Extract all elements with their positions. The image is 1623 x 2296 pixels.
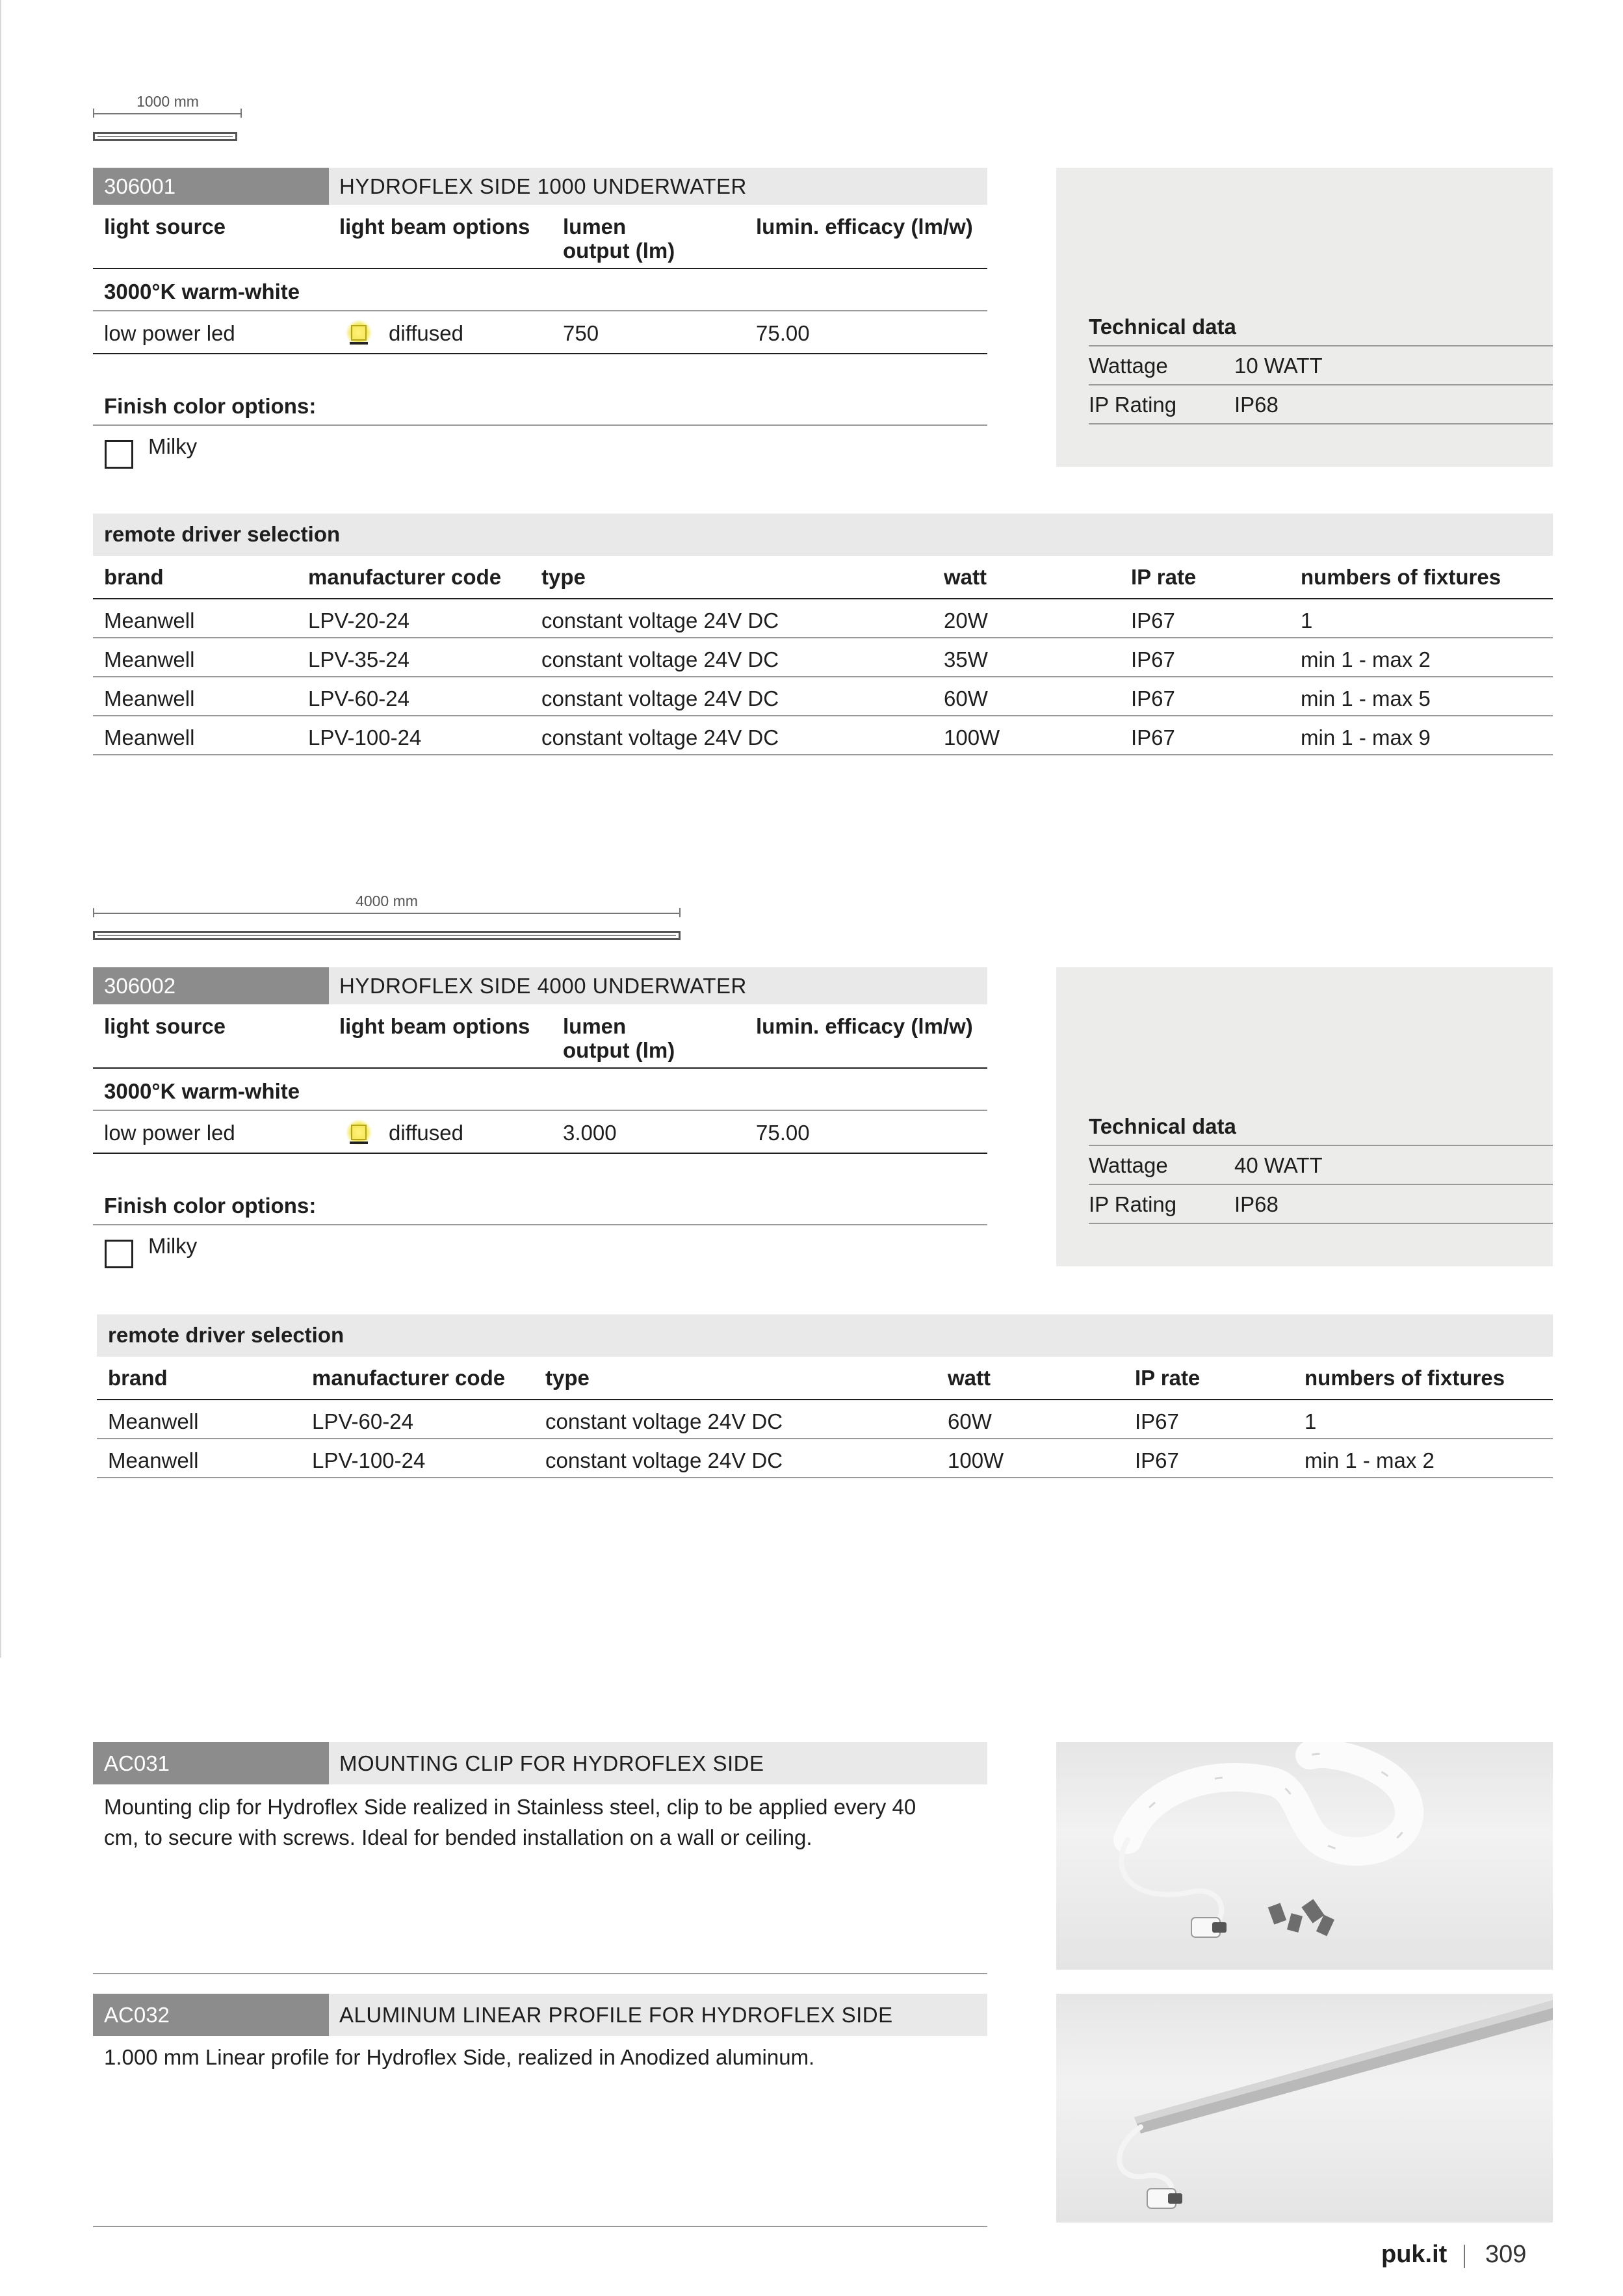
driver-watt: 60W xyxy=(944,686,988,711)
tech-wattage-label: Wattage xyxy=(1089,1153,1168,1177)
driver-fixtures: 1 xyxy=(1301,608,1313,633)
driver-col-type: type xyxy=(541,565,586,589)
driver-type: constant voltage 24V DC xyxy=(541,686,779,711)
divider xyxy=(93,1110,987,1111)
dimension-label: 1000 mm xyxy=(136,93,199,110)
driver-type: constant voltage 24V DC xyxy=(545,1409,783,1433)
finish-value: Milky xyxy=(148,1234,198,1258)
divider xyxy=(93,715,1553,716)
divider xyxy=(93,676,1553,677)
driver-type: constant voltage 24V DC xyxy=(541,608,779,633)
driver-brand: Meanwell xyxy=(104,608,195,633)
lumen-value: 750 xyxy=(563,321,599,345)
driver-ip: IP67 xyxy=(1131,725,1175,750)
product-title: HYDROFLEX SIDE 1000 UNDERWATER xyxy=(339,174,747,198)
accessory-description: 1.000 mm Linear profile for Hydroflex Side, realized in Anodized aluminum. xyxy=(104,2045,815,2069)
driver-ip: IP67 xyxy=(1131,608,1175,633)
driver-col-watt: watt xyxy=(948,1366,991,1390)
divider xyxy=(93,1224,987,1225)
driver-brand: Meanwell xyxy=(104,725,195,750)
tech-ip-value: IP68 xyxy=(1234,1192,1279,1216)
divider xyxy=(93,353,987,354)
hydroflex-strip-illustration xyxy=(1056,1742,1553,1970)
profile-drawing xyxy=(93,132,237,141)
divider xyxy=(93,268,987,269)
beam-value: diffused xyxy=(389,1121,463,1145)
finish-label: Finish color options: xyxy=(104,394,317,418)
divider xyxy=(97,1399,1553,1400)
col-lumen: lumen xyxy=(563,215,627,239)
driver-section-title: remote driver selection xyxy=(108,1323,344,1347)
divider xyxy=(1089,345,1553,346)
col-light-source: light source xyxy=(104,1014,226,1038)
tech-title: Technical data xyxy=(1089,1114,1236,1138)
color-temp-group: 3000°K warm-white xyxy=(104,1079,300,1103)
driver-ip: IP67 xyxy=(1135,1448,1179,1472)
divider xyxy=(1089,423,1553,424)
divider xyxy=(93,424,987,426)
diffused-beam-icon xyxy=(350,1123,368,1144)
tech-title: Technical data xyxy=(1089,315,1236,339)
divider xyxy=(93,637,1553,638)
col-efficacy: lumin. efficacy (lm/w) xyxy=(756,1014,973,1038)
divider xyxy=(97,1438,1553,1439)
divider xyxy=(93,1153,987,1154)
product-code: 306002 xyxy=(93,967,329,1004)
profile-drawing xyxy=(93,931,681,940)
divider xyxy=(1089,384,1553,385)
driver-fixtures: min 1 - max 2 xyxy=(1301,647,1431,672)
tech-wattage-value: 40 WATT xyxy=(1234,1153,1323,1177)
driver-brand: Meanwell xyxy=(104,647,195,672)
driver-col-ip: IP rate xyxy=(1131,565,1197,589)
col-lumen: lumen xyxy=(563,1014,627,1038)
divider xyxy=(97,1477,1553,1478)
driver-col-type: type xyxy=(545,1366,590,1390)
driver-code: LPV-100-24 xyxy=(312,1448,426,1472)
finish-swatch-milky[interactable] xyxy=(105,1240,133,1268)
driver-watt: 100W xyxy=(944,725,1000,750)
driver-fixtures: 1 xyxy=(1305,1409,1317,1433)
accessory-code: AC031 xyxy=(93,1742,329,1784)
driver-code: LPV-100-24 xyxy=(308,725,422,750)
accessory-title: MOUNTING CLIP FOR HYDROFLEX SIDE xyxy=(339,1751,764,1775)
divider xyxy=(93,2226,987,2227)
driver-code: LPV-20-24 xyxy=(308,608,409,633)
footer-brand[interactable]: puk.it xyxy=(1381,2241,1448,2268)
col-efficacy: lumin. efficacy (lm/w) xyxy=(756,215,973,239)
tech-wattage-value: 10 WATT xyxy=(1234,354,1323,378)
col-lumen-2: output (lm) xyxy=(563,1038,675,1062)
driver-code: LPV-60-24 xyxy=(312,1409,413,1433)
driver-section-header xyxy=(93,514,1553,556)
page-number: 309 xyxy=(1485,2241,1527,2268)
driver-ip: IP67 xyxy=(1131,647,1175,672)
finish-value: Milky xyxy=(148,434,198,458)
driver-col-code: manufacturer code xyxy=(308,565,502,589)
driver-section-header xyxy=(97,1314,1553,1357)
driver-col-brand: brand xyxy=(104,565,164,589)
color-temp-group: 3000°K warm-white xyxy=(104,280,300,304)
divider xyxy=(1089,1184,1553,1185)
product-header xyxy=(93,967,987,1004)
driver-watt: 35W xyxy=(944,647,988,672)
efficacy-value: 75.00 xyxy=(756,321,810,345)
tech-ip-value: IP68 xyxy=(1234,393,1279,417)
driver-brand: Meanwell xyxy=(104,686,195,711)
driver-section-title: remote driver selection xyxy=(104,522,341,546)
mounting-clip-photo xyxy=(1056,1742,1553,1970)
accessory-header xyxy=(93,1994,987,2036)
driver-fixtures: min 1 - max 2 xyxy=(1305,1448,1435,1472)
driver-col-fixtures: numbers of fixtures xyxy=(1301,565,1501,589)
accessory-title: ALUMINUM LINEAR PROFILE FOR HYDROFLEX SIDE xyxy=(339,2003,893,2027)
driver-type: constant voltage 24V DC xyxy=(541,647,779,672)
driver-col-code: manufacturer code xyxy=(312,1366,506,1390)
driver-fixtures: min 1 - max 9 xyxy=(1301,725,1431,750)
driver-type: constant voltage 24V DC xyxy=(541,725,779,750)
driver-watt: 60W xyxy=(948,1409,992,1433)
driver-watt: 20W xyxy=(944,608,988,633)
dimension-tick-right xyxy=(240,109,242,118)
accessory-code: AC032 xyxy=(93,1994,329,2036)
driver-watt: 100W xyxy=(948,1448,1004,1472)
col-beam-options: light beam options xyxy=(339,215,530,239)
product-code: 306001 xyxy=(93,168,329,205)
driver-fixtures: min 1 - max 5 xyxy=(1301,686,1431,711)
efficacy-value: 75.00 xyxy=(756,1121,810,1145)
driver-col-ip: IP rate xyxy=(1135,1366,1201,1390)
beam-value: diffused xyxy=(389,321,463,345)
footer-separator xyxy=(1464,2245,1465,2268)
dimension-label: 4000 mm xyxy=(356,893,418,909)
driver-code: LPV-60-24 xyxy=(308,686,409,711)
dimension-line xyxy=(93,113,242,114)
accessory-description: Mounting clip for Hydroflex Side realized in Stainless steel, clip to be applied every 40 xyxy=(104,1795,916,1819)
tech-wattage-label: Wattage xyxy=(1089,354,1168,378)
divider xyxy=(93,1973,987,1974)
driver-code: LPV-35-24 xyxy=(308,647,409,672)
dimension-line xyxy=(93,913,681,914)
divider xyxy=(1089,1145,1553,1146)
tech-ip-label: IP Rating xyxy=(1089,1192,1177,1216)
driver-ip: IP67 xyxy=(1131,686,1175,711)
driver-brand: Meanwell xyxy=(108,1409,199,1433)
page-edge-line xyxy=(0,0,1,1658)
driver-col-watt: watt xyxy=(944,565,987,589)
driver-ip: IP67 xyxy=(1135,1409,1179,1433)
lumen-value: 3.000 xyxy=(563,1121,617,1145)
dimension-tick-left xyxy=(93,109,94,118)
driver-brand: Meanwell xyxy=(108,1448,199,1472)
driver-col-brand: brand xyxy=(108,1366,168,1390)
product-title: HYDROFLEX SIDE 4000 UNDERWATER xyxy=(339,974,747,998)
col-beam-options: light beam options xyxy=(339,1014,530,1038)
dimension-tick-right xyxy=(679,908,681,917)
col-light-source: light source xyxy=(104,215,226,239)
col-lumen-2: output (lm) xyxy=(563,239,675,263)
product-header xyxy=(93,168,987,205)
divider xyxy=(93,754,1553,755)
driver-type: constant voltage 24V DC xyxy=(545,1448,783,1472)
aluminum-profile-illustration xyxy=(1056,1994,1553,2223)
finish-swatch-milky[interactable] xyxy=(105,440,133,469)
driver-col-fixtures: numbers of fixtures xyxy=(1305,1366,1505,1390)
finish-label: Finish color options: xyxy=(104,1194,317,1218)
divider xyxy=(93,310,987,311)
dimension-tick-left xyxy=(93,908,94,917)
divider xyxy=(93,598,1553,599)
diffused-beam-icon xyxy=(350,324,368,345)
accessory-header xyxy=(93,1742,987,1784)
technical-data-box xyxy=(1056,168,1553,467)
technical-data-box xyxy=(1056,967,1553,1266)
divider xyxy=(93,1067,987,1069)
light-source-value: low power led xyxy=(104,321,235,345)
accessory-description-2: cm, to secure with screws. Ideal for bended installation on a wall or ceiling. xyxy=(104,1825,812,1849)
linear-profile-photo xyxy=(1056,1994,1553,2223)
divider xyxy=(1089,1223,1553,1224)
tech-ip-label: IP Rating xyxy=(1089,393,1177,417)
light-source-value: low power led xyxy=(104,1121,235,1145)
